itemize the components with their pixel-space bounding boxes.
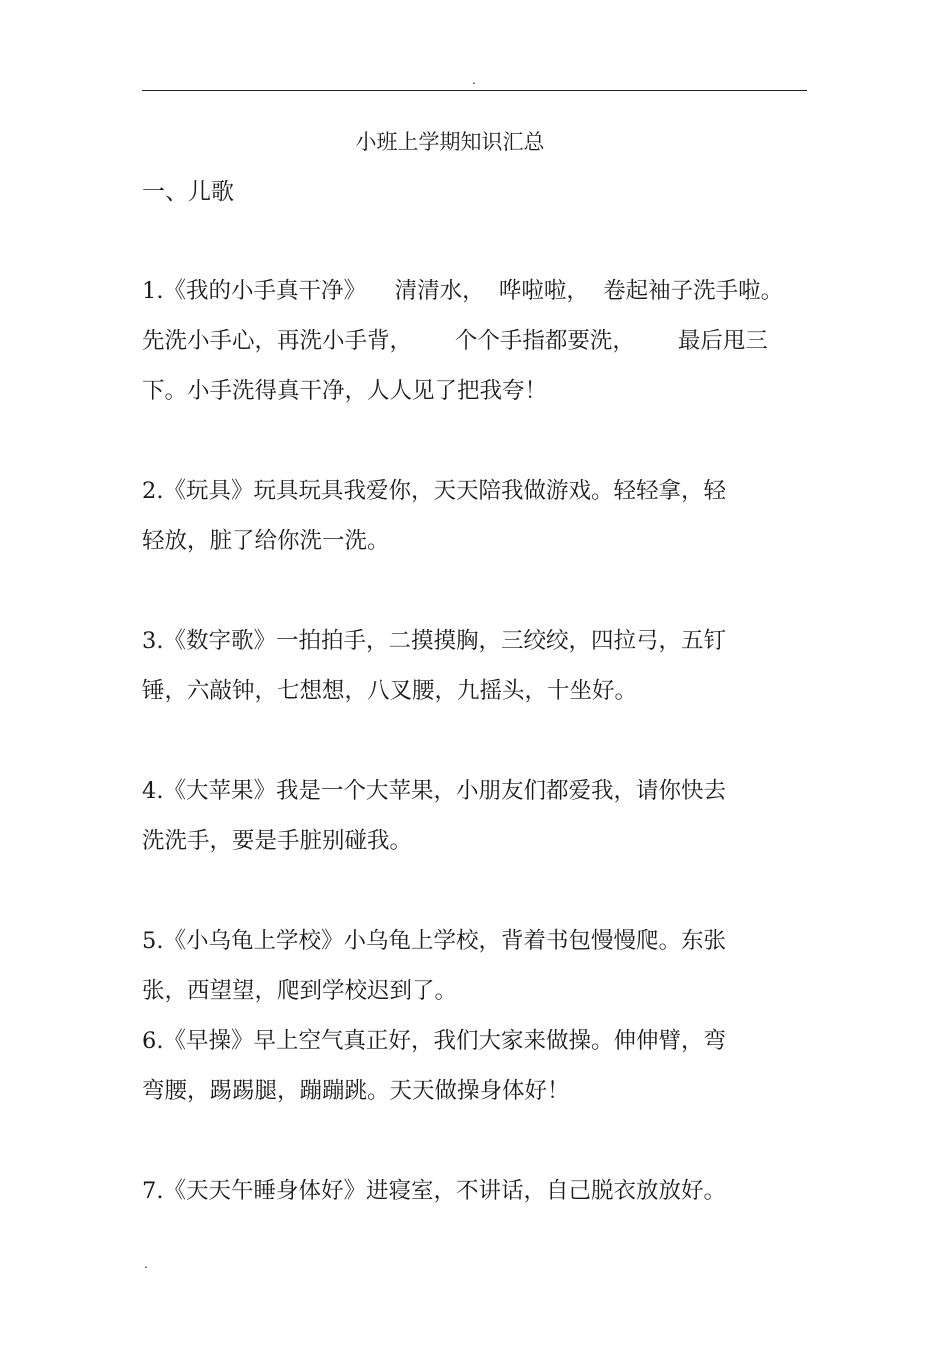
rhyme-2-line-2: 轻放，脏了给你洗一洗。 — [142, 528, 390, 554]
document-title: 小班上学期知识汇总 — [355, 130, 545, 154]
rhyme-2-line-1: 2.《玩具》玩具玩具我爱你，天天陪我做游戏。轻轻拿，轻 — [142, 478, 726, 504]
rhyme-5-line-2: 张，西望望，爬到学校迟到了。 — [142, 978, 458, 1004]
rhyme-5-line-1: 5.《小乌龟上学校》小乌龟上学校，背着书包慢慢爬。东张 — [142, 928, 726, 954]
rhyme-1-line-3: 下。小手洗得真干净，人人见了把我夸！ — [142, 378, 548, 404]
footer-dot: . — [144, 1257, 148, 1271]
header-rule — [142, 90, 807, 91]
rhyme-4-line-1: 4.《大苹果》我是一个大苹果，小朋友们都爱我，请你快去 — [142, 778, 726, 804]
rhyme-1-line-2: 先洗小手心，再洗小手背， 个个手指都要洗， 最后甩三 — [142, 328, 768, 354]
section-heading-nursery-rhymes: 一、儿歌 — [142, 179, 234, 205]
rhyme-1-line-1: 1.《我的小手真干净》 清清水， 哗啦啦， 卷起袖子洗手啦。 — [142, 278, 784, 304]
header-dot: . — [472, 73, 476, 87]
rhyme-4-line-2: 洗洗手，要是手脏别碰我。 — [142, 828, 413, 854]
rhyme-7-line-1: 7.《天天午睡身体好》进寝室，不讲话，自己脱衣放放好。 — [142, 1178, 726, 1204]
rhyme-6-line-2: 弯腰，踢踢腿，蹦蹦跳。天天做操身体好！ — [142, 1078, 570, 1104]
rhyme-3-line-1: 3.《数字歌》一拍拍手，二摸摸胸，三绞绞，四拉弓，五钉 — [142, 628, 726, 654]
rhyme-3-line-2: 锤，六敲钟，七想想，八叉腰，九摇头，十坐好。 — [142, 678, 638, 704]
rhyme-6-line-1: 6.《早操》早上空气真正好，我们大家来做操。伸伸臂，弯 — [142, 1028, 726, 1054]
